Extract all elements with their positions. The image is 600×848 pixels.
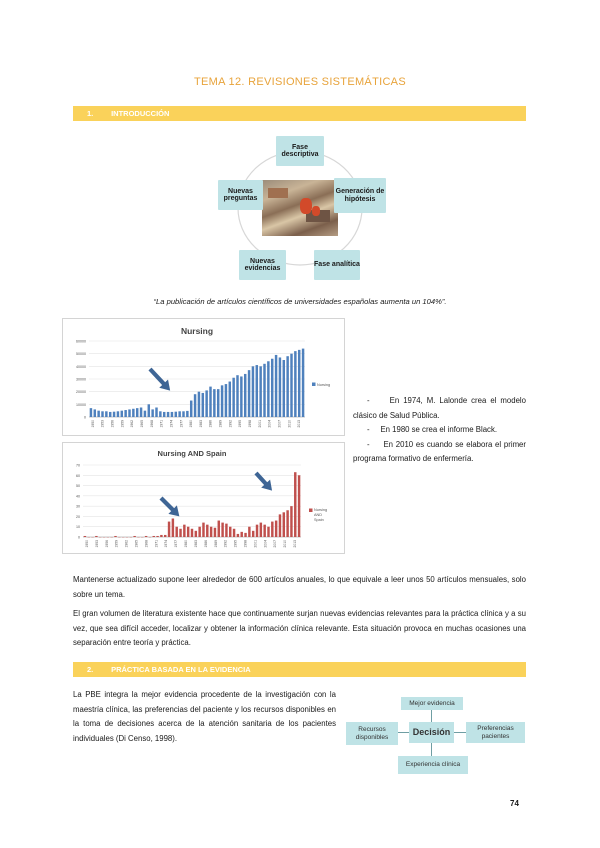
list-item: - En 1980 se crea el informe Black. bbox=[367, 425, 498, 434]
cycle-node-nuevas-preguntas: Nuevas preguntas bbox=[218, 180, 263, 210]
bar bbox=[290, 506, 292, 537]
y-tick-label: 30 bbox=[76, 504, 80, 509]
bar bbox=[275, 355, 277, 417]
chart-nursing-spain bbox=[62, 442, 345, 554]
bar bbox=[133, 536, 135, 537]
bar bbox=[259, 366, 261, 417]
bar bbox=[178, 411, 180, 417]
bar bbox=[182, 411, 184, 417]
bar bbox=[225, 524, 227, 537]
y-tick-label: 40000 bbox=[76, 364, 86, 369]
bar bbox=[136, 408, 138, 417]
bar bbox=[156, 536, 158, 537]
legend-label: Spain bbox=[314, 518, 324, 522]
bar bbox=[256, 365, 258, 417]
bar bbox=[267, 361, 269, 417]
bar bbox=[232, 378, 234, 417]
bar bbox=[205, 390, 207, 417]
bar bbox=[240, 376, 242, 417]
bar bbox=[117, 411, 119, 417]
bar bbox=[252, 531, 254, 537]
bar bbox=[191, 529, 193, 537]
x-tick-label: 1986 bbox=[208, 420, 213, 428]
bar bbox=[221, 385, 223, 417]
bar bbox=[105, 411, 107, 417]
paragraph-volumen-literatura: El gran volumen de literatura existente hace que continuamente surjan nuevas evidencias relevantes para la práctica clínica y a su vez, que sea difícil acceder, localizar y obtener la información clínica relevante. Esta situación provoca en muchas ocasiones una separación entre teoría y práctica. bbox=[73, 609, 526, 647]
node-experiencia-clinica: Experiencia clínica bbox=[398, 756, 468, 774]
bar bbox=[263, 364, 265, 417]
bar bbox=[113, 412, 115, 417]
node-decision: Decisión bbox=[409, 722, 454, 743]
bar bbox=[286, 510, 288, 537]
node-preferencias-pacientes: Preferencias pacientes bbox=[466, 722, 525, 743]
y-tick-label: 30000 bbox=[76, 377, 86, 382]
x-tick-label: 1983 bbox=[198, 420, 203, 428]
y-tick-label: 70 bbox=[76, 463, 80, 468]
legend-label: Nursing bbox=[314, 508, 328, 512]
x-tick-label: 1968 bbox=[149, 420, 154, 428]
bar bbox=[164, 535, 166, 537]
y-tick-label: 20 bbox=[76, 514, 80, 519]
y-tick-label: 10000 bbox=[76, 402, 86, 407]
y-tick-label: 40 bbox=[76, 494, 80, 499]
bar bbox=[109, 412, 111, 417]
x-tick-label: 2013 bbox=[293, 540, 298, 548]
bar bbox=[263, 525, 265, 537]
bar bbox=[145, 536, 147, 537]
bar bbox=[183, 525, 185, 537]
section-title: PRÁCTICA BASADA EN LA EVIDENCIA bbox=[111, 665, 251, 674]
x-tick-label: 1989 bbox=[218, 420, 223, 428]
paragraph-pbe: La PBE integra la mejor evidencia procedente de la investigación con la maestría clínica, las preferencias del paciente y los recursos disponibles en la toma de decisiones acerca de la atención sanitaria de los pacientes individuales (Di Censo, 1998). bbox=[73, 690, 336, 743]
bar bbox=[213, 389, 215, 417]
bar bbox=[217, 389, 219, 417]
bar bbox=[132, 409, 134, 417]
bar bbox=[240, 532, 242, 537]
section-number: 1. bbox=[87, 109, 94, 118]
chart-nursing-spain-svg bbox=[63, 443, 346, 555]
bar bbox=[221, 523, 223, 537]
bar bbox=[202, 523, 204, 537]
bar bbox=[283, 512, 285, 537]
x-tick-label: 1950 bbox=[90, 420, 95, 428]
x-tick-label: 2010 bbox=[283, 540, 288, 548]
paragraph-actualizacion: Mantenerse actualizado supone leer alrededor de 600 artículos anuales, lo que equivale a leer unos 50 artículos mensuales, solo sobre un tema. bbox=[73, 575, 526, 599]
events-list bbox=[353, 394, 526, 467]
connector bbox=[431, 743, 432, 756]
bar bbox=[214, 528, 216, 537]
x-tick-label: 1980 bbox=[184, 540, 189, 548]
x-tick-label: 1995 bbox=[233, 540, 238, 548]
bar bbox=[290, 354, 292, 417]
x-tick-label: 1998 bbox=[248, 420, 252, 428]
quote: “La publicación de artículos científicos de universidades españolas aumenta un 104%”. bbox=[153, 297, 447, 306]
x-tick-label: 2007 bbox=[277, 420, 282, 428]
bar bbox=[124, 410, 126, 417]
connector bbox=[454, 732, 466, 733]
arrow-annotation bbox=[161, 498, 173, 510]
chart-title: Nursing AND Spain bbox=[157, 449, 227, 458]
x-tick-label: 1998 bbox=[243, 540, 248, 548]
bar bbox=[195, 531, 197, 537]
bar bbox=[90, 408, 92, 417]
bar bbox=[294, 351, 296, 417]
chart-title: Nursing bbox=[180, 326, 214, 336]
legend-swatch bbox=[312, 383, 316, 387]
bar bbox=[298, 350, 300, 417]
x-tick-label: 1986 bbox=[203, 540, 208, 548]
bar bbox=[206, 525, 208, 537]
bar bbox=[252, 366, 254, 417]
list-item: - En 1974, M. Lalonde crea el modelo clásico de Salud Pública. bbox=[353, 396, 526, 420]
bar bbox=[160, 535, 162, 537]
bar bbox=[153, 536, 155, 537]
y-tick-label: 50 bbox=[76, 484, 80, 489]
chart-nursing-svg bbox=[63, 319, 346, 437]
x-tick-label: 1971 bbox=[154, 540, 159, 548]
bar bbox=[101, 411, 103, 417]
x-tick-label: 1962 bbox=[130, 420, 135, 428]
x-tick-label: 2010 bbox=[287, 420, 292, 428]
x-tick-label: 1959 bbox=[120, 420, 125, 428]
node-recursos-disponibles: Recursos disponibles bbox=[346, 722, 398, 745]
bar bbox=[97, 411, 99, 417]
bar bbox=[95, 536, 97, 537]
bar bbox=[198, 392, 200, 417]
x-tick-label: 1971 bbox=[159, 420, 164, 428]
bar bbox=[275, 521, 277, 537]
bar bbox=[202, 393, 204, 417]
bar bbox=[144, 411, 146, 417]
y-tick-label: 0 bbox=[78, 535, 80, 540]
y-tick-label: 0 bbox=[84, 415, 86, 420]
bar bbox=[237, 534, 239, 537]
bar bbox=[163, 412, 165, 417]
bar bbox=[236, 375, 238, 417]
page-number: 74 bbox=[510, 799, 519, 808]
legend-label: Nursing bbox=[317, 383, 331, 387]
y-tick-label: 60000 bbox=[76, 339, 86, 344]
page-title: TEMA 12. REVISIONES SISTEMÁTICAS bbox=[194, 76, 406, 88]
bar bbox=[175, 412, 177, 417]
arrow-annotation bbox=[256, 473, 266, 484]
x-tick-label: 2004 bbox=[263, 540, 268, 548]
x-tick-label: 1959 bbox=[114, 540, 119, 548]
bar bbox=[271, 359, 273, 417]
y-tick-label: 20000 bbox=[76, 390, 86, 395]
bar bbox=[171, 412, 173, 417]
node-mejor-evidencia: Mejor evidencia bbox=[401, 697, 463, 710]
arrow-annotation bbox=[150, 369, 164, 384]
x-tick-label: 1995 bbox=[238, 420, 243, 428]
bar bbox=[267, 527, 269, 537]
connector bbox=[431, 710, 432, 722]
x-tick-label: 1953 bbox=[94, 540, 99, 548]
cycle-node-fase-descriptiva: Fase descriptiva bbox=[276, 136, 324, 166]
bar bbox=[172, 518, 174, 537]
bar bbox=[248, 370, 250, 417]
x-tick-label: 1977 bbox=[179, 420, 184, 428]
bar bbox=[167, 412, 169, 417]
y-tick-label: 60 bbox=[76, 473, 80, 478]
x-tick-label: 1968 bbox=[144, 540, 149, 548]
bar bbox=[168, 522, 170, 537]
cycle-node-nuevas-evidencias: Nuevas evidencias bbox=[239, 250, 286, 280]
bar bbox=[244, 533, 246, 537]
legend-swatch bbox=[309, 509, 313, 513]
bar bbox=[159, 411, 161, 417]
bar bbox=[229, 382, 231, 417]
x-tick-label: 1983 bbox=[193, 540, 198, 548]
bar bbox=[179, 529, 181, 537]
section-heading-pbe bbox=[73, 662, 526, 677]
bar bbox=[198, 527, 200, 537]
bar bbox=[229, 527, 231, 537]
x-tick-label: 1992 bbox=[228, 420, 233, 428]
bar bbox=[155, 408, 157, 418]
bar bbox=[298, 475, 300, 537]
x-tick-label: 2001 bbox=[257, 420, 262, 428]
bar bbox=[194, 394, 196, 417]
x-tick-label: 1962 bbox=[124, 540, 129, 548]
bar bbox=[283, 360, 285, 417]
bar bbox=[114, 536, 116, 537]
cycle-node-fase-analitica: Fase analítica bbox=[314, 250, 360, 280]
bar bbox=[128, 409, 130, 417]
x-tick-label: 1977 bbox=[174, 540, 179, 548]
x-tick-label: 1953 bbox=[100, 420, 105, 428]
x-tick-label: 2013 bbox=[297, 420, 302, 428]
bar bbox=[256, 525, 258, 537]
bar bbox=[218, 521, 220, 537]
bar bbox=[248, 527, 250, 537]
bar bbox=[151, 409, 153, 417]
bar bbox=[244, 374, 246, 417]
bar bbox=[121, 411, 123, 417]
city-photo bbox=[262, 180, 338, 236]
bar bbox=[271, 522, 273, 537]
bar bbox=[225, 384, 227, 417]
x-tick-label: 1980 bbox=[189, 420, 194, 428]
legend-label: AND bbox=[314, 513, 323, 517]
bar bbox=[187, 527, 189, 537]
x-tick-label: 1965 bbox=[134, 540, 139, 548]
bar bbox=[84, 536, 86, 537]
x-tick-label: 1965 bbox=[140, 420, 144, 428]
x-tick-label: 1956 bbox=[104, 540, 109, 548]
bar bbox=[186, 411, 188, 417]
bar bbox=[94, 409, 96, 417]
x-tick-label: 2001 bbox=[253, 540, 258, 548]
cycle-node-generacion-hipotesis: Generación de hipótesis bbox=[334, 178, 386, 213]
x-tick-label: 1974 bbox=[164, 540, 169, 548]
list-item: - En 2010 es cuando se elabora el primer programa formativo de enfermería. bbox=[353, 439, 526, 463]
bar bbox=[140, 408, 142, 418]
x-tick-label: 2004 bbox=[267, 420, 272, 428]
y-tick-label: 10 bbox=[76, 525, 80, 530]
x-tick-label: 1989 bbox=[213, 540, 218, 548]
bar bbox=[260, 523, 262, 537]
x-tick-label: 1974 bbox=[169, 420, 174, 428]
x-tick-label: 2007 bbox=[273, 540, 278, 548]
bar bbox=[210, 527, 212, 537]
x-tick-label: 1950 bbox=[84, 540, 89, 548]
y-tick-label: 50000 bbox=[76, 352, 86, 357]
bar bbox=[175, 527, 177, 537]
bar bbox=[190, 401, 192, 417]
section-title: INTRODUCCIÓN bbox=[111, 109, 170, 118]
x-tick-label: 1956 bbox=[110, 420, 115, 428]
bar bbox=[279, 357, 281, 417]
bar bbox=[286, 356, 288, 417]
bar bbox=[209, 387, 211, 417]
bar bbox=[148, 404, 150, 417]
bar bbox=[279, 514, 281, 537]
bar bbox=[294, 472, 296, 537]
bar bbox=[302, 349, 304, 417]
section-number: 2. bbox=[87, 665, 94, 674]
chart-nursing bbox=[62, 318, 345, 436]
x-tick-label: 1992 bbox=[223, 540, 228, 548]
bar bbox=[233, 529, 235, 537]
